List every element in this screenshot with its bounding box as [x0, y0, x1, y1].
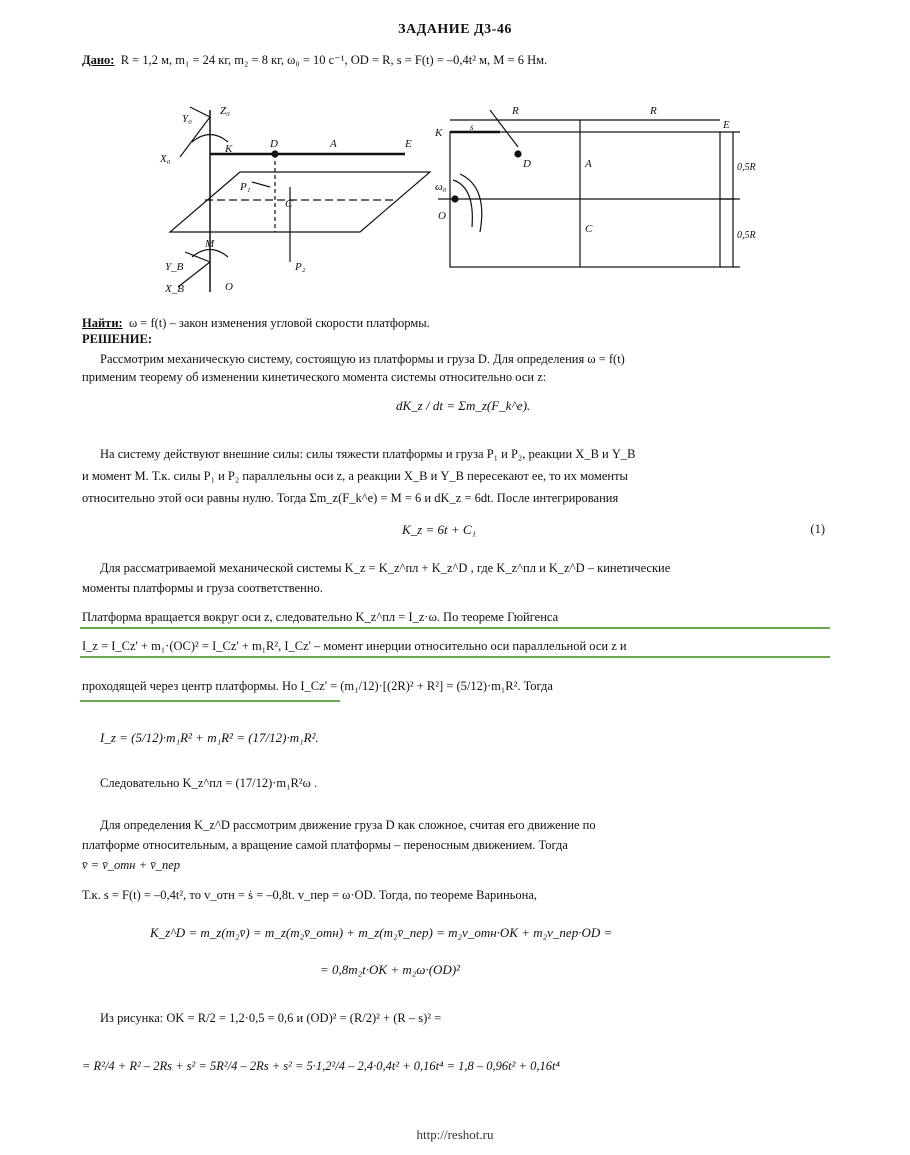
label-m: M	[205, 238, 215, 250]
label-r2: R	[650, 105, 657, 117]
para5-line1: Для определения K_z^D рассмотрим движение груза D как сложное, считая его движение по	[100, 818, 596, 832]
label-k-right: K	[435, 127, 443, 139]
label-z0: Z₀	[220, 105, 230, 117]
equation-1: dK_z / dt = Σm_z(F_k^e).	[396, 398, 531, 413]
highlight-underline-1	[80, 627, 830, 629]
equation-5a: K_z^D = m_z(m₂v̄) = m_z(m₂v̄_отн) + m_z(m₂v̄_пер) = m₂v_отн·OK + m₂v_пер·OD =	[150, 925, 613, 940]
label-half-r1: 0,5R	[737, 162, 756, 173]
highlight-underline-2	[80, 656, 830, 658]
label-y0: Y₀	[182, 113, 192, 125]
para7-line2: = R²/4 + R² – 2Rs + s² = 5R²/4 – 2Rs + s² = 5·1,2²/4 – 2,4·0,4t² + 0,16t⁴ = 1,8 – 0,96t² + 0,16t⁴	[82, 1059, 560, 1073]
para5-line3: v̄ = v̄_отн + v̄_пер	[82, 858, 181, 872]
label-p1: P₁	[240, 181, 251, 193]
label-p2: P₂	[295, 261, 306, 273]
para7-line1: Из рисунка: OK = R/2 = 1,2·0,5 = 0,6 и (OD)² = (R/2)² + (R – s)² =	[100, 1011, 442, 1025]
task-title: ЗАДАНИЕ Д3-46	[398, 22, 512, 37]
label-s: s	[470, 122, 474, 132]
label-omega0: ω₀	[435, 181, 447, 193]
equation-2-number: (1)	[810, 522, 825, 536]
label-x0: X₀	[160, 153, 171, 165]
label-a-right: A	[585, 158, 592, 170]
label-d-right: D	[523, 158, 531, 170]
para4-line2: I_z = I_Cz' + m₁·(OC)² = I_Cz' + m₁R², I_Cz' – момент инерции относительно оси параллельной оси z и	[82, 639, 627, 653]
para1-line2: применим теорему об изменении кинетического момента системы относительно оси z:	[82, 370, 547, 384]
given-line	[82, 52, 547, 68]
given-text: R = 1,2 м, m₁ = 24 кг, m₂ = 8 кг, ω₀ = 10 с⁻¹, OD = R, s = F(t) = –0,4t² м, M = 6 Нм.	[120, 53, 548, 67]
para4-line3: проходящей через центр платформы. Но I_Cz' = (m₁/12)·[(2R)² + R²] = (5/12)·m₁R². Тогда	[82, 679, 553, 693]
para5-line2: платформе относительным, а вращение самой платформы – переносным движением. Тогда	[82, 838, 568, 852]
label-e-left: E	[405, 138, 412, 150]
given-label: Дано:	[82, 53, 115, 67]
find-text: ω = f(t) – закон изменения угловой скорости платформы.	[128, 316, 430, 330]
label-o-left: O	[225, 281, 233, 293]
label-d-left: D	[270, 138, 278, 150]
para2-line3: относительно этой оси равны нулю. Тогда Σm_z(F_k^e) = M = 6 и dK_z = 6dt. После интегрирования	[82, 491, 619, 505]
para6: Т.к. s = F(t) = –0,4t², то v_отн = ṡ = –0,8t. v_пер = ω·OD. Тогда, по теореме Вариньона,	[82, 888, 537, 902]
platform-outline	[170, 172, 430, 232]
label-o-right: O	[438, 210, 446, 222]
equation-4: Следовательно K_z^пл = (17/12)·m₁R²ω .	[100, 776, 318, 790]
label-c-left: C	[285, 198, 293, 210]
para3-line1: Для рассматриваемой механической системы K_z = K_z^пл + K_z^D , где K_z^пл и K_z^D – кинетические	[100, 561, 671, 575]
para2-line2: и момент M. Т.к. силы P₁ и P₂ параллельны оси z, а реакции X_B и Y_B пересекают ее, то их моменты	[82, 469, 628, 483]
para1-line1: Рассмотрим механическую систему, состоящую из платформы и груза D. Для определения ω = f(t)	[100, 352, 625, 366]
para2-line1: На систему действуют внешние силы: силы тяжести платформы и груза P₁ и P₂, реакции X_B и Y_B	[100, 447, 636, 461]
mechanics-figure	[130, 92, 770, 312]
label-e-right: E	[723, 119, 730, 131]
label-xb: X_B	[165, 283, 184, 295]
label-k-left: K	[225, 143, 233, 155]
footer-url: http://reshot.ru	[416, 1127, 494, 1142]
para3-line2: моменты платформы и груза соответственно.	[82, 581, 323, 595]
equation-2: K_z = 6t + C₁	[402, 522, 477, 537]
label-yb: Y_B	[165, 261, 184, 273]
label-a-left: A	[330, 138, 337, 150]
equation-3: I_z = (5/12)·m₁R² + m₁R² = (17/12)·m₁R².	[100, 730, 319, 745]
solution-label: РЕШЕНИЕ:	[82, 332, 152, 346]
para4-line1: Платформа вращается вокруг оси z, следовательно K_z^пл = I_z·ω. По теореме Гюйгенса	[82, 610, 559, 624]
label-c-right: C	[585, 223, 593, 235]
label-half-r2: 0,5R	[737, 230, 756, 241]
label-r1: R	[512, 105, 519, 117]
find-line	[82, 315, 430, 331]
equation-5b: = 0,8m₂t·OK + m₂ω·(OD)²	[320, 962, 461, 977]
highlight-underline-3	[80, 700, 340, 702]
find-label: Найти:	[82, 316, 123, 330]
